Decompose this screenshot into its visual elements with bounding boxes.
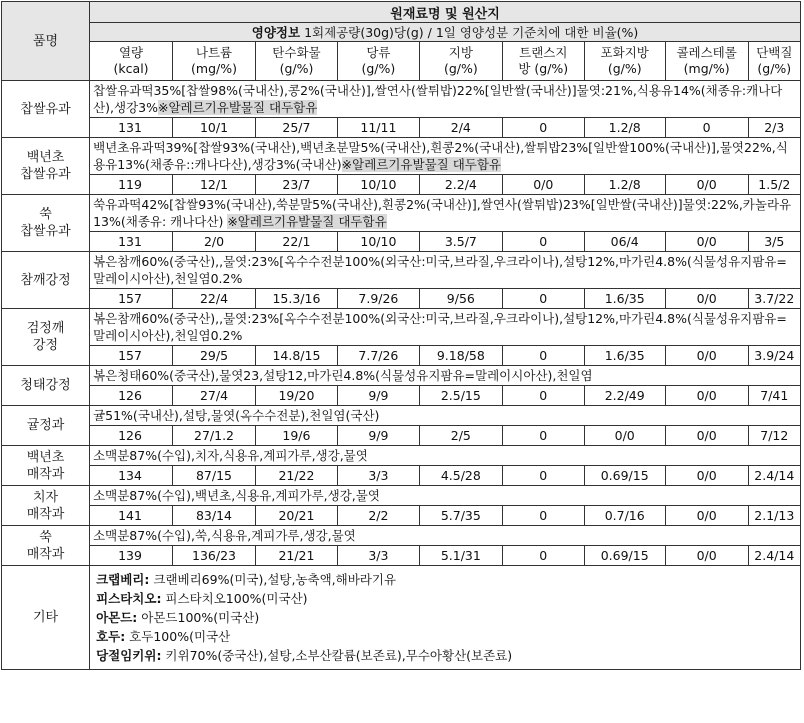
nutrition-value: 0/0 [665, 289, 748, 309]
product-name [2, 486, 90, 526]
nutrition-value: 22/1 [255, 232, 337, 252]
nutrition-value: 157 [90, 346, 173, 366]
nutrition-value: 2.2/49 [584, 386, 665, 406]
column-unit: (mg/%) [191, 61, 237, 76]
nutrition-value: 3.5/7 [419, 232, 502, 252]
nutrition-value: 1.6/35 [584, 289, 665, 309]
nutrition-value: 5.7/35 [419, 506, 502, 526]
ingredients-cell [90, 486, 801, 506]
product-name-line: 매작과 [26, 546, 65, 562]
nutrition-value: 126 [90, 386, 173, 406]
nutrition-value: 0/0 [665, 386, 748, 406]
product-name [2, 195, 90, 252]
nutrition-value: 136/23 [173, 546, 256, 566]
nutrition-value: 7/41 [748, 386, 800, 406]
product-nutrition-row [2, 346, 801, 366]
nutrition-value: 0/0 [584, 426, 665, 446]
column-header [419, 42, 502, 81]
product-ingredient-row [2, 81, 801, 118]
nutrition-value: 27/4 [173, 386, 256, 406]
ingredients-cell [90, 366, 801, 386]
nutrition-value: 11/11 [337, 118, 419, 138]
nutrition-value: 0 [502, 466, 584, 486]
product-ingredient-row [2, 195, 801, 232]
product-nutrition-row [2, 466, 801, 486]
nutrition-value: 0 [502, 289, 584, 309]
column-unit: (kcal) [113, 61, 149, 76]
nutrition-value: 0 [502, 386, 584, 406]
product-name-line: 찹쌀유과 [20, 101, 71, 117]
allergy-notice: ※알레르기유발물질 대두함유 [341, 157, 502, 172]
nutrition-value: 2.4/14 [748, 546, 800, 566]
nutrition-value: 0/0 [665, 175, 748, 195]
column-unit: (g/%) [361, 61, 396, 76]
column-header [255, 42, 337, 81]
nutrition-value: 19/20 [255, 386, 337, 406]
nutrition-value: 0 [502, 546, 584, 566]
column-header [584, 42, 665, 81]
product-nutrition-row [2, 289, 801, 309]
nutrition-value: 3/5 [748, 232, 800, 252]
etc-item [96, 646, 794, 665]
nutrition-value: 29/5 [173, 346, 256, 366]
product-name [2, 446, 90, 486]
allergy-notice: ※알레르기유발물질 대두함유 [227, 214, 387, 229]
product-ingredient-row [2, 486, 801, 506]
nutrition-value: 141 [90, 506, 173, 526]
ingredients-text: 소맥분87%(수입),치자,식용유,계피가루,생강,물엿 [93, 448, 368, 463]
nutrition-value: 1.5/2 [748, 175, 800, 195]
etc-item-text: 호두100%(미국산 [125, 629, 231, 644]
nutrition-value: 0.7/16 [584, 506, 665, 526]
ingredients-cell [90, 81, 801, 118]
etc-item-label: 아몬드: [96, 610, 138, 625]
nutrition-value: 9/9 [337, 426, 419, 446]
ingredients-cell [90, 446, 801, 466]
etc-item-text: 키위70%(중국산),설탕,소부산칼륨(보존료),무수아황산(보존료) [161, 648, 513, 663]
column-unit: (g/%) [279, 61, 314, 76]
product-info-table [1, 1, 801, 670]
etc-label: 기타 [2, 566, 90, 670]
nutrition-value: 131 [90, 118, 173, 138]
column-name: 지방 [448, 45, 473, 60]
ingredients-text: 귤51%(국내산),설탕,물엿(옥수수전분),천일염(국산) [93, 408, 380, 423]
ingredients-text: 볶은참깨60%(중국산),,물엿:23%[옥수수전분100%(외국산:미국,브라질,우크라이나),설탕12%,마가린4.8%(식물성유지팜유=말레이시아산),천일염0.2% [93, 311, 787, 343]
nutrition-value: 14.8/15 [255, 346, 337, 366]
ingredients-text: 소맥분87%(수입),백년초,식용유,계피가루,생강,물엿 [93, 488, 380, 503]
etc-item-label: 당절임키위: [96, 648, 162, 663]
nutrition-value: 0 [502, 426, 584, 446]
etc-item [96, 608, 794, 627]
nutrition-value: 19/6 [255, 426, 337, 446]
product-name-line: 강정 [32, 338, 59, 353]
ingredients-text: 백년초유과떡39%[찹쌀93%(국내산),백년초분말5%(국내산),흰콩2%(국내산),쌀튀밥23%[일반쌀100%(국내산)],물엿22%,식용유13%(채종유::캐나다산),생강3%(국내산) [93, 140, 788, 172]
nutrition-value: 22/4 [173, 289, 256, 309]
product-nutrition-row [2, 232, 801, 252]
ingredients-cell [90, 252, 801, 289]
nutrition-value: 139 [90, 546, 173, 566]
column-header [90, 42, 173, 81]
ingredients-cell [90, 138, 801, 175]
column-name: 포화지방 [600, 45, 649, 60]
nutrition-value: 2/4 [419, 118, 502, 138]
nutrition-value: 15.3/16 [255, 289, 337, 309]
nutrition-value: 157 [90, 289, 173, 309]
nutrition-value: 2/0 [173, 232, 256, 252]
etc-item [96, 589, 794, 608]
product-name-line: 찹쌀유과 [20, 167, 71, 182]
product-nutrition-row [2, 175, 801, 195]
product-name [2, 309, 90, 366]
nutrition-value: 0/0 [665, 546, 748, 566]
column-header [665, 42, 748, 81]
nutrition-value: 25/7 [255, 118, 337, 138]
nutrition-value: 4.5/28 [419, 466, 502, 486]
nutrition-value: 2.1/13 [748, 506, 800, 526]
etc-item-text: 피스타치오100%(미국산) [161, 591, 308, 606]
nutrition-value: 7.7/26 [337, 346, 419, 366]
ingredients-text: 쑥유과떡42%[찹쌀93%(국내산),쑥분말5%(국내산),흰콩2%(국내산)],쌀연사(쌀튀밥)23%[일반쌀(국내산)]물엿:22%,카놀라유13%(채종유: 캐나다산) [93, 197, 792, 229]
column-unit: (g/%) [757, 61, 792, 76]
nutrition-value: 0/0 [502, 175, 584, 195]
column-name: 탄수화물 [272, 45, 321, 60]
column-name: 당류 [366, 45, 391, 60]
product-ingredient-row [2, 406, 801, 426]
etc-item [96, 627, 794, 646]
ingredients-cell [90, 309, 801, 346]
column-unit: (mg/%) [683, 61, 730, 76]
product-name [2, 81, 90, 138]
product-name-line: 매작과 [26, 466, 65, 482]
ingredients-text: 볶은청태60%(중국산),물엿23,설탕12,마가린4.8%(식물성유지팜유=말레이시아산),천일염 [93, 368, 593, 383]
column-name: 트랜스지 [519, 45, 568, 60]
ingredients-text: 찹쌀유과떡35%[찹쌀98%(국내산),콩2%(국내산)],쌀연사(쌀튀밥)22%[일반쌀(국내산)]물엿:21%,식용유14%(채종유:캐나다산),생강3% [93, 83, 783, 115]
column-unit: (g/%) [443, 61, 478, 76]
ingredients-cell [90, 195, 801, 232]
nutrition-value: 2/5 [419, 426, 502, 446]
table-title: 원재료명 및 원산지 [90, 2, 801, 23]
nutrition-value: 0/0 [665, 426, 748, 446]
nutrition-value: 3.9/24 [748, 346, 800, 366]
column-name: 단백질 [756, 45, 793, 60]
etc-items [90, 566, 801, 670]
column-header [748, 42, 800, 81]
product-name-line: 백년초 [26, 150, 65, 165]
nutrition-value: 9/56 [419, 289, 502, 309]
column-header [502, 42, 584, 81]
nutrition-subheader [90, 23, 801, 42]
column-header [173, 42, 256, 81]
nutrition-value: 5.1/31 [419, 546, 502, 566]
nutrition-description: 1회제공량(30g)당(g) / 1일 영양성분 기준치에 대한 비율(%) [300, 25, 639, 40]
nutrition-value: 27/1.2 [173, 426, 256, 446]
etc-item-text: 아몬드100%(미국산) [137, 610, 260, 625]
nutrition-value: 10/10 [337, 232, 419, 252]
nutrition-value: 3.7/22 [748, 289, 800, 309]
nutrition-value: 2.2/4 [419, 175, 502, 195]
nutrition-value: 0/0 [665, 346, 748, 366]
ingredients-text: 볶은참깨60%(중국산),,물엿:23%[옥수수전분100%(외국산:미국,브라질,우크라이나),설탕12%,마가린4.8%(식물성유지팜유=말레이시아산),천일염0.2% [93, 254, 787, 286]
column-header [337, 42, 419, 81]
product-column-header: 품명 [2, 2, 90, 81]
nutrition-value: 1.2/8 [584, 118, 665, 138]
product-name-line: 백년초 [26, 449, 65, 465]
product-name-line: 검정깨 [26, 321, 65, 336]
product-nutrition-row [2, 118, 801, 138]
nutrition-value: 2.5/15 [419, 386, 502, 406]
column-name: 열량 [118, 45, 144, 60]
column-unit: (g/%) [607, 61, 642, 76]
nutrition-value: 0 [502, 118, 584, 138]
nutrition-value: 0/0 [665, 466, 748, 486]
nutrition-value: 23/7 [255, 175, 337, 195]
ingredients-cell [90, 406, 801, 426]
product-name-line: 치자 [32, 489, 59, 505]
nutrition-value: 119 [90, 175, 173, 195]
nutrition-value: 83/14 [173, 506, 256, 526]
etc-item [96, 570, 794, 589]
nutrition-value: 134 [90, 466, 173, 486]
product-name-line: 쑥 [39, 207, 52, 222]
product-name-line: 청태강정 [20, 378, 71, 393]
nutrition-value: 7.9/26 [337, 289, 419, 309]
product-ingredient-row [2, 138, 801, 175]
nutrition-value: 131 [90, 232, 173, 252]
nutrition-value: 10/1 [173, 118, 256, 138]
nutrition-label: 영양정보 [251, 25, 301, 40]
nutrition-value: 3/3 [337, 546, 419, 566]
nutrition-value: 87/15 [173, 466, 256, 486]
product-name [2, 252, 90, 309]
product-ingredient-row [2, 526, 801, 546]
ingredients-cell [90, 526, 801, 546]
product-name [2, 526, 90, 566]
product-name [2, 138, 90, 195]
nutrition-value: 0 [502, 232, 584, 252]
product-name [2, 366, 90, 406]
allergy-notice: ※알레르기유발물질 대두함유 [157, 100, 318, 115]
nutrition-value: 9.18/58 [419, 346, 502, 366]
etc-item-label: 크랩베리: [96, 572, 150, 587]
nutrition-value: 0/0 [665, 506, 748, 526]
product-name [2, 406, 90, 446]
ingredients-text: 소맥분87%(수입),쑥,식용유,계피가루,생강,물엿 [93, 528, 356, 543]
nutrition-value: 21/22 [255, 466, 337, 486]
product-ingredient-row [2, 446, 801, 466]
nutrition-value: 2.4/14 [748, 466, 800, 486]
nutrition-value: 126 [90, 426, 173, 446]
nutrition-value: 0.69/15 [584, 546, 665, 566]
nutrition-value: 1.6/35 [584, 346, 665, 366]
nutrition-value: 7/12 [748, 426, 800, 446]
nutrition-value: 0.69/15 [584, 466, 665, 486]
nutrition-value: 0 [502, 346, 584, 366]
product-ingredient-row [2, 309, 801, 346]
nutrition-value: 20/21 [255, 506, 337, 526]
product-name-line: 귤정과 [26, 418, 65, 433]
nutrition-value: 0/0 [665, 232, 748, 252]
nutrition-value: 10/10 [337, 175, 419, 195]
product-ingredient-row [2, 252, 801, 289]
column-name: 콜레스테롤 [676, 45, 737, 60]
product-ingredient-row [2, 366, 801, 386]
column-name: 나트륨 [195, 45, 233, 60]
nutrition-value: 3/3 [337, 466, 419, 486]
product-name-line: 매작과 [26, 506, 65, 522]
nutrition-value: 9/9 [337, 386, 419, 406]
product-nutrition-row [2, 546, 801, 566]
product-nutrition-row [2, 426, 801, 446]
etc-item-text: 크랜베리69%(미국),설탕,농축액,해바라기유 [149, 572, 397, 587]
nutrition-value: 06/4 [584, 232, 665, 252]
nutrition-value: 0 [665, 118, 748, 138]
nutrition-value: 1.2/8 [584, 175, 665, 195]
etc-item-label: 피스타치오: [96, 591, 162, 606]
etc-item-label: 호두: [96, 629, 126, 644]
nutrition-value: 0 [502, 506, 584, 526]
product-nutrition-row [2, 506, 801, 526]
product-name-line: 참깨강정 [20, 272, 71, 288]
column-unit: 방 (g/%) [518, 61, 569, 76]
product-nutrition-row [2, 386, 801, 406]
nutrition-value: 2/3 [748, 118, 800, 138]
product-name-line: 찹쌀유과 [20, 224, 71, 239]
nutrition-value: 12/1 [173, 175, 256, 195]
etc-row [2, 566, 801, 670]
nutrition-value: 2/2 [337, 506, 419, 526]
nutrition-value: 21/21 [255, 546, 337, 566]
product-name-line: 쑥 [39, 529, 52, 545]
